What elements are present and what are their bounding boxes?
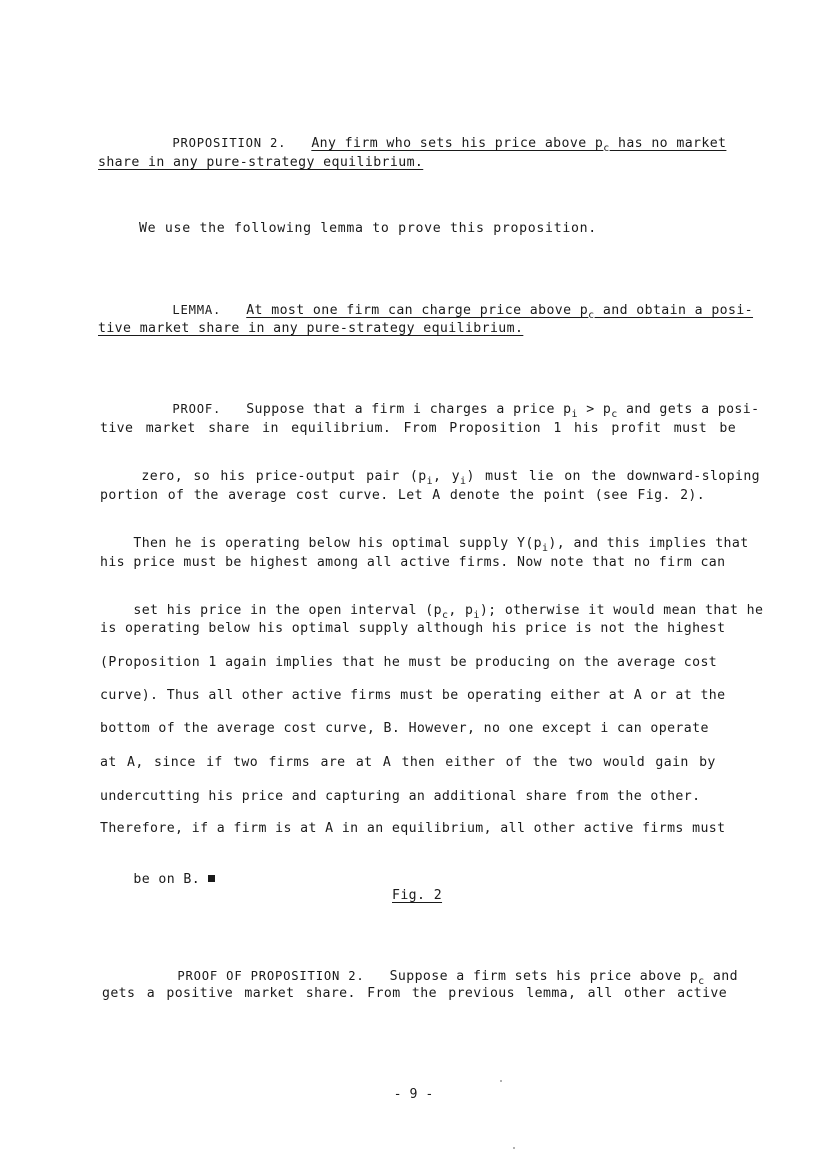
scan-speck bbox=[500, 1080, 502, 1082]
proof-line-14: Therefore, if a firm is at A in an equilibrium, all other active firms must bbox=[100, 821, 726, 836]
figure-caption: Fig. 2 bbox=[392, 888, 443, 903]
proof-line-7: set his price in the open interval ($p_c$, $p_i$); otherwise it would mean that he bbox=[133, 603, 764, 621]
proof-line-6: his price must be highest among all active firms. Now note that no firm can bbox=[100, 555, 726, 570]
proof-line-12: at A, since if two firms are at A then either of the two would gain by bbox=[100, 755, 716, 770]
proof-line-15: be on B. bbox=[100, 857, 215, 902]
proposition-2-line-2: share in any pure-strategy equilibrium. bbox=[98, 155, 424, 170]
proof-line-1: PROOF. Suppose that a firm i charges a price $p_i > p_c$ and gets a posi- bbox=[172, 402, 760, 420]
proof-line-10: curve). Thus all other active firms must be operating either at A or at the bbox=[100, 688, 726, 703]
proof-line-11: bottom of the average cost curve, B. However, no one except i can operate bbox=[100, 721, 709, 736]
proof-line-9: (Proposition 1 again implies that he must be producing on the average cost bbox=[100, 655, 718, 670]
proof-of-proposition-2-line-2: gets a positive market share. From the previous lemma, all other active bbox=[102, 986, 728, 1001]
proposition-label: PROPOSITION 2. bbox=[172, 136, 287, 150]
qed-icon bbox=[208, 875, 215, 882]
proof-line-5: Then he is operating below his optimal supply $Y(p_i)$, and this implies that bbox=[133, 536, 749, 554]
proof-of-proposition-2-line-1: PROOF OF PROPOSITION 2. Suppose a firm sets his price above $p_c$ and bbox=[177, 969, 738, 987]
proposition-statement-part-1: Any firm who sets his price above $p_c$ has no market bbox=[311, 136, 727, 154]
page-number: - 9 - bbox=[393, 1087, 434, 1102]
intro-sentence: We use the following lemma to prove this proposition. bbox=[139, 221, 597, 236]
lemma-line-2: tive market share in any pure-strategy equilibrium. bbox=[98, 321, 524, 336]
lemma-statement-part-1: At most one firm can charge price above $p_c$ and obtain a posi- bbox=[246, 303, 754, 321]
proof-label: PROOF. bbox=[172, 402, 222, 416]
scan-speck bbox=[513, 1147, 515, 1149]
proof-line-3: zero, so his price-output pair ($p_i$, $y_i$) must lie on the downward-sloping bbox=[141, 469, 760, 487]
proof-line-8: is operating below his optimal supply although his price is not the highest bbox=[100, 621, 726, 636]
lemma-label: LEMMA. bbox=[172, 303, 222, 317]
proof-line-2: tive market share in equilibrium. From Proposition 1 his profit must be bbox=[100, 421, 737, 436]
proof-line-4: portion of the average cost curve. Let A denote the point (see Fig. 2). bbox=[100, 488, 706, 503]
proof-of-proposition-2-label: PROOF OF PROPOSITION 2. bbox=[177, 969, 365, 983]
proof-line-13: undercutting his price and capturing an additional share from the other. bbox=[100, 789, 701, 804]
